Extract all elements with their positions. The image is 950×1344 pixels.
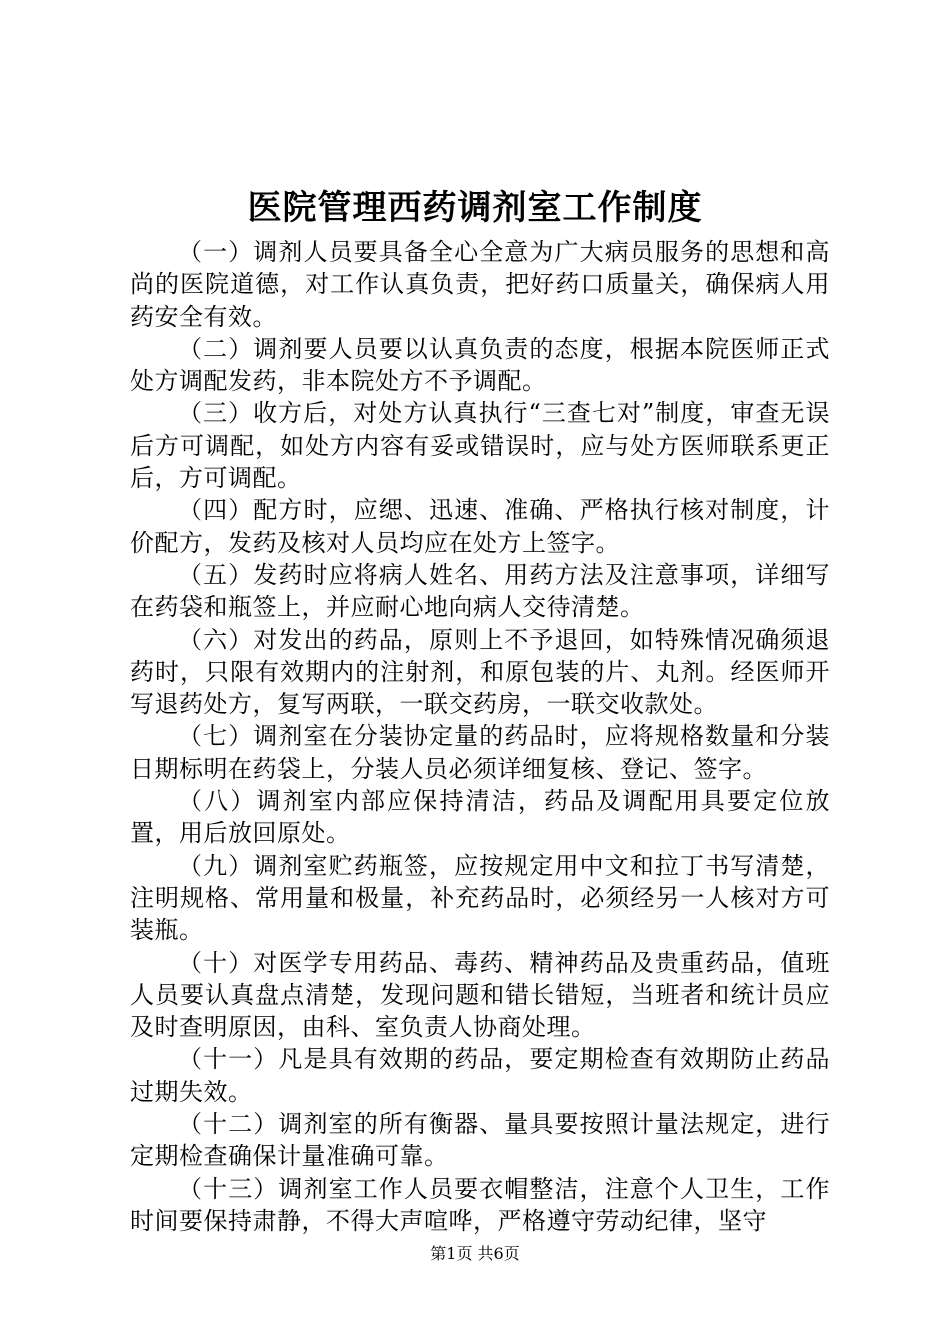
paragraph-7: （七）调剂室在分装协定量的药品时，应将规格数量和分装日期标明在药袋上，分装人员必须详细复核、登记、签字。 [130, 722, 830, 783]
paragraph-1: （一）调剂人员要具备全心全意为广大病员服务的思想和高尚的医院道德，对工作认真负责，把好药口质量关，确保病人用药安全有效。 [130, 238, 830, 331]
document-body [130, 236, 830, 1237]
paragraph-12: （十二）调剂室的所有衡器、量具要按照计量法规定，进行定期检查确保计量准确可靠。 [130, 1110, 830, 1171]
paragraph-6: （六）对发出的药品，原则上不予退回，如特殊情况确须退药时，只限有效期内的注射剂，和原包装的片、丸剂。经医师开写退药处方，复写两联，一联交药房，一联交收款处。 [130, 625, 830, 719]
paragraph-3: （三）收方后，对处方认真执行“三查七对”制度，审查无误后方可调配，如处方内容有妥或错误时，应与处方医师联系更正后，方可调配。 [130, 399, 830, 493]
document-title: 医院管理西药调剂室工作制度 [247, 188, 703, 228]
paragraph-8: （八）调剂室内部应保持清洁，药品及调配用具要定位放置，用后放回原处。 [130, 787, 830, 848]
paragraph-10: （十）对医学专用药品、毒药、精神药品及贵重药品，值班人员要认真盘点清楚，发现问题和错长错短，当班者和统计员应及时查明原因，由科、室负责人协商处理。 [130, 948, 830, 1042]
paragraph-9: （九）调剂室贮药瓶签，应按规定用中文和拉丁书写清楚，注明规格、常用量和极量，补充药品时，必须经另一人核对方可装瓶。 [130, 851, 830, 945]
paragraph-5: （五）发药时应将病人姓名、用药方法及注意事项，详细写在药袋和瓶签上，并应耐心地向病人交待清楚。 [130, 560, 830, 622]
paragraph-11: （十一）凡是具有效期的药品，要定期检查有效期防止药品过期失效。 [130, 1045, 830, 1106]
paragraph-13: （十三）调剂室工作人员要衣帽整洁，注意个人卫生，工作时间要保持肃静，不得大声喧哗，严格遵守劳动纪律，坚守 [130, 1174, 830, 1235]
page-number-footer: 第1页 共6页 [430, 1244, 520, 1263]
paragraph-2: （二）调剂要人员要以认真负责的态度，根据本院医师正式处方调配发药，非本院处方不予调配。 [130, 334, 830, 396]
paragraph-4: （四）配方时，应缌、迅速、准确、严格执行核对制度，计价配方，发药及核对人员均应在处方上签字。 [130, 496, 830, 557]
